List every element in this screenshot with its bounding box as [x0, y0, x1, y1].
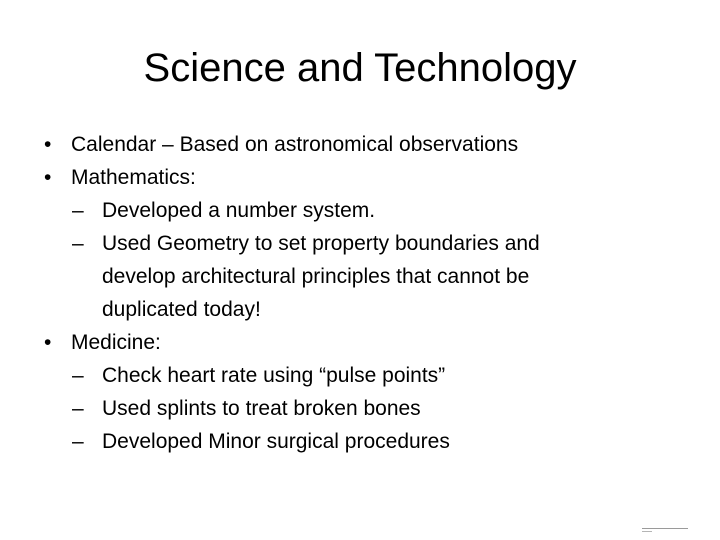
bullet-glyph: • — [44, 133, 52, 156]
sub-item-text: Used Geometry to set property boundaries and — [102, 232, 540, 255]
dash-glyph: – — [72, 397, 84, 420]
dash-glyph: – — [72, 430, 84, 453]
sub-item-text: Used splints to treat broken bones — [102, 397, 421, 420]
bullet-text: Medicine: — [71, 331, 161, 354]
dash-glyph: – — [72, 364, 84, 387]
bullet-text: Calendar – Based on astronomical observations — [71, 133, 519, 156]
bullet-text: Mathematics: — [71, 166, 196, 189]
sub-item-text: Check heart rate using “pulse points” — [102, 364, 446, 387]
footer-watermark — [642, 527, 690, 534]
sub-item-text: Developed Minor surgical procedures — [102, 430, 450, 453]
dash-glyph: – — [72, 232, 84, 255]
sub-item-text-continued: duplicated today! — [102, 298, 261, 321]
bullet-glyph: • — [44, 166, 52, 189]
slide-title: Science and Technology — [143, 46, 577, 90]
sub-item-text-continued: develop architectural principles that cannot be — [102, 265, 530, 288]
dash-glyph: – — [72, 199, 84, 222]
bullet-glyph: • — [44, 331, 52, 354]
sub-item-text: Developed a number system. — [102, 199, 376, 222]
